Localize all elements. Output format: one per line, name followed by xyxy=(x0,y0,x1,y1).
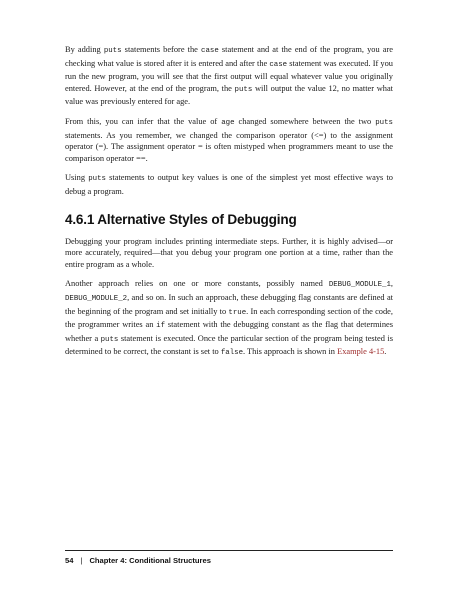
section-heading: 4.6.1 Alternative Styles of Debugging xyxy=(65,211,297,227)
inline-code: if xyxy=(156,322,166,331)
text-run: statement was executed. If you run the new program, you will see that the first output will equal whatever value you originally entered. However, at the end of the program, the xyxy=(65,58,393,93)
footer-separator: | xyxy=(80,556,83,565)
chapter-title: Chapter 4: Conditional Structures xyxy=(89,556,211,565)
text-run: Another approach relies on one or more constants, possibly named xyxy=(65,279,329,289)
text-run: statement and at the end of the program, you are checking what value is stored after it is entered and after the xyxy=(65,45,393,68)
inline-code: age xyxy=(221,118,235,127)
paragraph-infer-age-changed xyxy=(65,116,393,164)
paragraph-puts-simplest-debugging xyxy=(65,172,393,197)
paragraph-debug-constants xyxy=(65,278,393,360)
footer-divider xyxy=(65,550,393,551)
paragraph-puts-before-case xyxy=(65,44,393,108)
text-run: By adding xyxy=(65,45,104,54)
text-run: Debugging your program includes printing intermediate steps. Further, it is highly advised—or more accurately, required—that you debug your program one portion at a time, rather than the entire program as a whole. xyxy=(65,236,393,269)
inline-code: false xyxy=(220,349,244,358)
text-run: changed somewhere between the two xyxy=(234,116,376,126)
text-run: . xyxy=(384,347,387,357)
inline-code: true xyxy=(228,308,247,317)
inline-code: DEBUG_MODULE_2 xyxy=(65,294,128,303)
text-run: statements before the xyxy=(121,45,202,54)
inline-code: puts xyxy=(100,335,119,344)
text-run: statements. As you remember, we changed the comparison operator (<=) to the assignment operator (=). The assignment operator = is often mistyped when programmers meant to use the comparison operator ==. xyxy=(65,130,393,163)
text-run: , xyxy=(390,279,393,289)
page-body xyxy=(65,44,393,368)
inline-code: puts xyxy=(88,175,106,184)
page-number: 54 xyxy=(65,556,74,565)
inline-code: case xyxy=(201,47,219,55)
text-run: statement with the debugging constant as the flag that determines whether a xyxy=(65,320,393,343)
inline-code: DEBUG_MODULE_1 xyxy=(328,281,391,290)
text-run: , and so on. In such an approach, these debugging flag constants are defined at the beginning of the program and set initially to xyxy=(65,292,393,316)
example-link[interactable]: Example 4-15 xyxy=(337,347,385,357)
paragraph-debug-intermediate-steps xyxy=(65,236,393,271)
text-run: statements to output key values is one of the simplest yet most effective ways to debug a program. xyxy=(65,173,393,196)
inline-code: puts xyxy=(234,85,253,94)
text-run: will output the value 12, no matter what value was previously entered for age. xyxy=(65,83,393,107)
text-run: . In each corresponding section of the code, the programmer writes an xyxy=(65,306,393,330)
text-run: . This approach is shown in xyxy=(243,347,338,357)
page-footer xyxy=(65,556,211,565)
inline-code: puts xyxy=(103,47,122,55)
inline-code: case xyxy=(269,60,288,69)
text-run: statement is executed. Once the particular section of the program being tested is determined to be correct, the constant is set to xyxy=(65,333,393,357)
inline-code: puts xyxy=(375,118,393,127)
text-run: Using xyxy=(65,173,89,183)
text-run: From this, you can infer that the value of xyxy=(65,116,222,126)
